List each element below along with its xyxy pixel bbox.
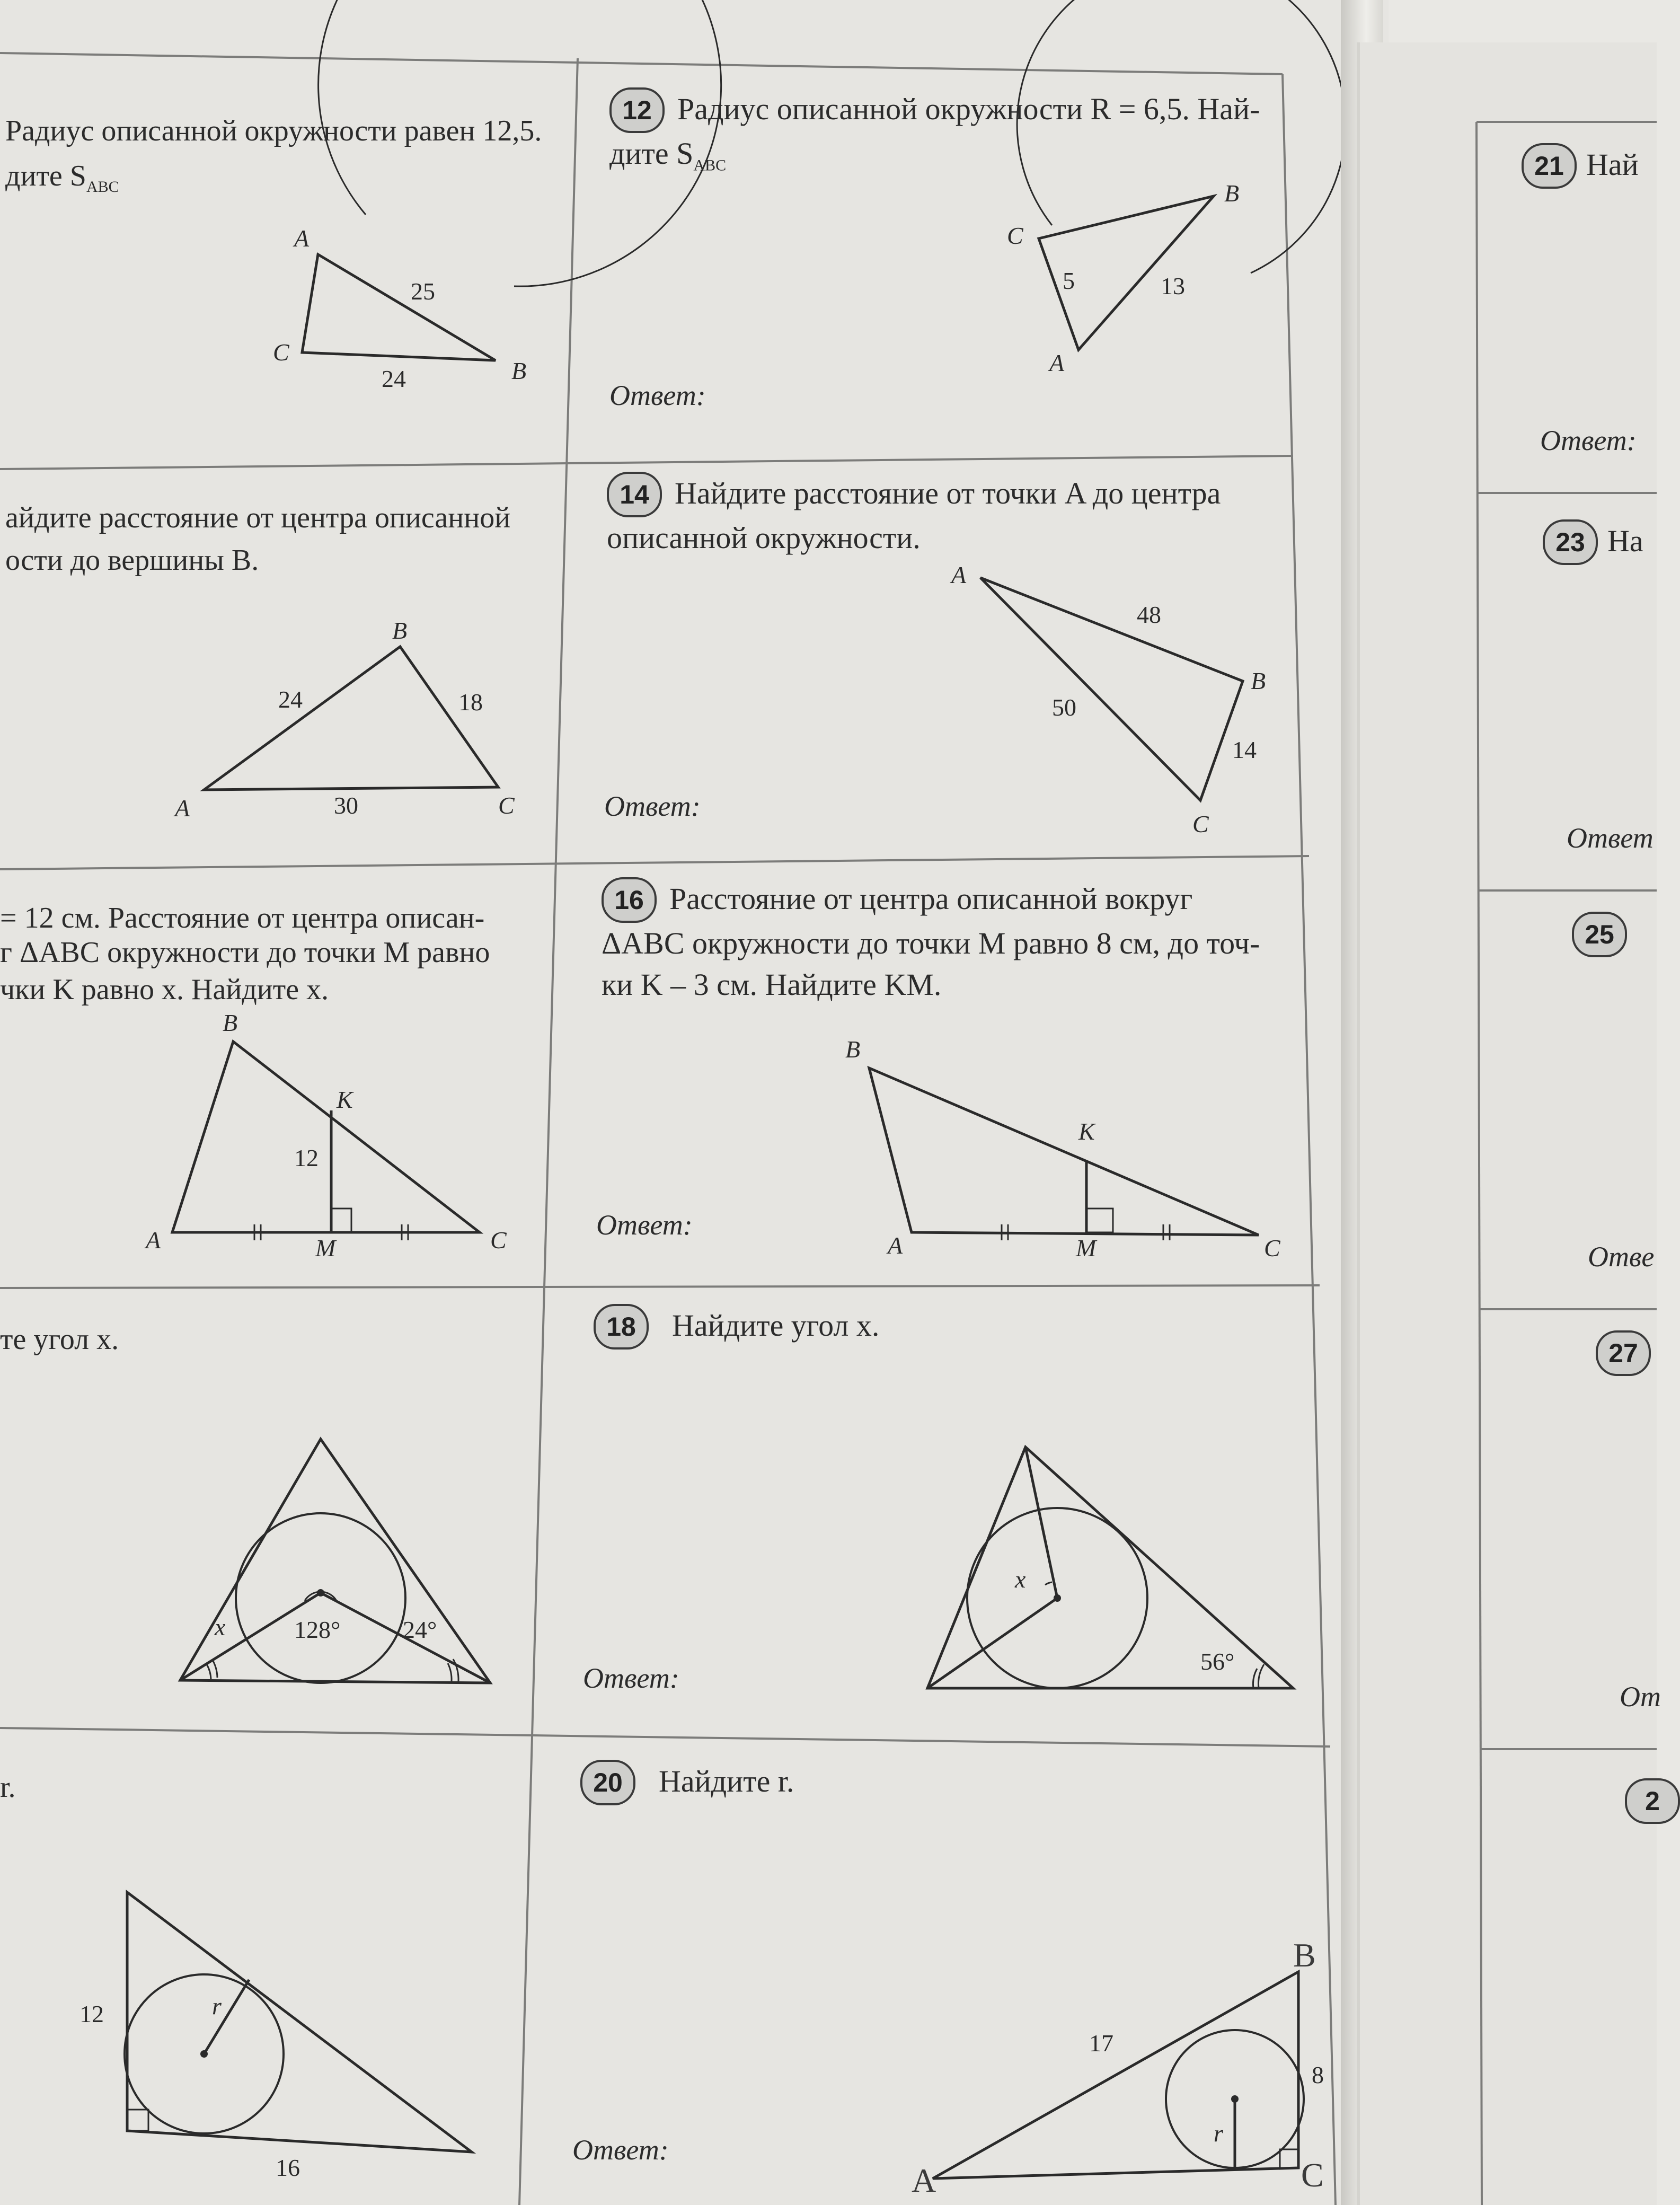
fig11-side-25: 25: [411, 278, 435, 305]
fig11-side-24: 24: [382, 365, 406, 392]
fig20-handwritten-C: C: [1301, 2156, 1324, 2194]
problem-20-number: 20: [580, 1760, 635, 1805]
problem-14-answer-label: Ответ:: [604, 790, 701, 822]
fig12-side-13: 13: [1161, 272, 1185, 299]
problem-18-text-line1: Найдите угол x.: [672, 1308, 880, 1343]
fig19-right-angle: [127, 2110, 148, 2131]
fig16-label-M: M: [1076, 1234, 1097, 1262]
problem-20-text-line1: Найдите r.: [659, 1764, 794, 1798]
fig16-triangle: [869, 1068, 1259, 1235]
fig14-side-14: 14: [1232, 736, 1257, 763]
fig14-side-48: 48: [1137, 601, 1161, 628]
p11-text-line2-main: дите S: [5, 160, 86, 192]
fig18-label-x: x: [1015, 1566, 1026, 1593]
right-problem-21-number: 21: [1522, 143, 1577, 189]
fig13-side-18: 18: [458, 689, 483, 716]
fig15-label-A: A: [146, 1227, 161, 1254]
problem-12-text-line2-main: дите S: [609, 136, 694, 171]
problem-16-text-line1: Расстояние от центра описанной вокруг: [669, 881, 1193, 916]
fig11-label-A: A: [294, 225, 310, 252]
fig11-label-B: B: [511, 357, 527, 384]
fig19-side-16: 16: [276, 2154, 300, 2181]
right-problem-21-answer: Ответ:: [1540, 425, 1637, 456]
right-problem-27-number: 27: [1596, 1330, 1651, 1376]
right-problem-21-text: Най: [1586, 147, 1639, 182]
problem-14-text-line2: описанной окружности.: [607, 521, 921, 555]
workbook-right-page: [1357, 42, 1661, 2205]
fig14-label-A: A: [951, 561, 967, 588]
right-page-grid: [1360, 42, 1657, 2205]
problem-16-answer-label: Ответ:: [596, 1209, 693, 1241]
problem-16-text-line2: ΔABC окружности до точки M равно 8 см, до точ-: [602, 926, 1260, 960]
fig17-angle-arc-x2: [207, 1664, 211, 1679]
fig12-label-B: B: [1224, 180, 1240, 207]
fig20-incenter-dot: [1231, 2095, 1239, 2103]
fig13-label-B: B: [392, 617, 408, 644]
p15-text-line2: г ΔABC окружности до точки M равно: [0, 936, 490, 969]
fig19-incenter-dot: [200, 2050, 208, 2058]
fig18-angle-arc-x: [1045, 1582, 1052, 1585]
p15-text-line1: = 12 см. Расстояние от центра описан-: [0, 902, 485, 934]
fig18-triangle: [927, 1447, 1293, 1688]
fig17-label-x: x: [215, 1613, 226, 1640]
fig19-triangle: [127, 1892, 472, 2152]
p15-text-line3: чки K равно x. Найдите x.: [0, 973, 329, 1006]
fig17-triangle: [180, 1439, 490, 1683]
fig16-label-C: C: [1264, 1234, 1280, 1262]
right-problem-23-answer: Ответ: [1567, 822, 1654, 854]
problem-18-answer-label: Ответ:: [583, 1662, 679, 1694]
problem-16-number: 16: [602, 877, 657, 923]
fig14-side-50: 50: [1052, 694, 1076, 721]
fig17-angle-24: 24°: [403, 1616, 437, 1643]
fig13-label-C: C: [498, 792, 515, 819]
fig16-label-B: B: [845, 1036, 861, 1063]
right-problem-21: [1522, 143, 1639, 189]
fig20-triangle: [933, 1972, 1298, 2178]
fig19-radius: [204, 1980, 249, 2054]
right-problem-27-answer: От: [1620, 1681, 1661, 1713]
fig15-height-12: 12: [294, 1144, 319, 1171]
fig11-label-C: C: [273, 339, 289, 366]
fig14-label-C: C: [1192, 810, 1209, 837]
p11-text-line1: Радиус описанной окружности равен 12,5.: [5, 114, 542, 147]
fig20-right-angle: [1280, 2149, 1298, 2168]
fig12-side-5: 5: [1063, 267, 1075, 294]
fig13-side-30: 30: [334, 792, 358, 819]
right-problem-25: [1572, 912, 1627, 957]
problem-16-text-line3: ки K – 3 см. Найдите KM.: [602, 967, 942, 1002]
problem-12-number: 12: [609, 87, 665, 133]
fig18-angle-56: 56°: [1200, 1648, 1235, 1675]
problem-14-number: 14: [607, 472, 662, 517]
fig13-label-A: A: [175, 795, 190, 822]
right-problem-23: [1543, 519, 1643, 565]
fig18-angle-arc-56b: [1253, 1669, 1257, 1688]
p13-text-line1: айдите расстояние от центра описанной: [5, 501, 511, 534]
fig14-label-B: B: [1251, 667, 1266, 694]
problem-12-sub: ABC: [693, 156, 727, 174]
fig19-side-12: 12: [79, 2000, 104, 2027]
problem-12-text-line1: Радиус описанной окружности R = 6,5. Най-: [677, 92, 1260, 126]
fig15-label-B: B: [223, 1009, 238, 1036]
problem-20-answer-label: Ответ:: [572, 2134, 669, 2166]
p13-text-line2: ости до вершины B.: [5, 544, 259, 577]
fig15-right-angle: [331, 1209, 351, 1232]
right-problem-27: [1596, 1330, 1651, 1376]
fig13-side-24: 24: [278, 686, 303, 713]
fig11-circle-arc: [319, 0, 721, 286]
fig18-angle-arc-56: [1259, 1664, 1264, 1688]
fig11-triangle: [302, 254, 496, 360]
right-problem-29-number: 2: [1625, 1778, 1680, 1824]
right-problem-23-number: 23: [1543, 519, 1598, 565]
right-problem-25-number: 25: [1572, 912, 1627, 957]
fig15-triangle: [172, 1042, 480, 1232]
fig15-label-C: C: [490, 1227, 507, 1254]
fig14-triangle: [980, 578, 1243, 800]
p17-text-line1: те угол x.: [0, 1323, 119, 1356]
fig20-side-8: 8: [1312, 2061, 1324, 2088]
fig16-right-angle: [1086, 1209, 1113, 1232]
fig15-label-M: M: [315, 1234, 336, 1262]
fig15-label-K: K: [337, 1086, 353, 1113]
fig16-label-K: K: [1078, 1118, 1095, 1145]
problem-14-text-line1: Найдите расстояние от точки A до центра: [675, 476, 1221, 510]
p19-text-line1: r.: [0, 1771, 16, 1804]
problem-12-answer-label: Ответ:: [609, 380, 706, 411]
right-problem-29: [1625, 1778, 1680, 1824]
fig17-angle-128: 128°: [294, 1616, 341, 1643]
fig12-label-C: C: [1007, 222, 1023, 249]
fig17-angle-arc-x: [212, 1659, 217, 1678]
p11-text-sub: ABC: [86, 178, 119, 196]
fig18-incenter-dot: [1054, 1594, 1061, 1602]
fig12-label-A: A: [1049, 349, 1065, 376]
fig17-incenter-dot: [317, 1589, 324, 1597]
fig20-handwritten-B: B: [1293, 1936, 1316, 1974]
right-problem-23-text: На: [1607, 524, 1643, 558]
fig17-incircle: [236, 1513, 405, 1683]
right-problem-25-answer: Отве: [1588, 1241, 1655, 1273]
fig19-label-r: r: [212, 1992, 222, 2019]
fig13-triangle: [204, 647, 498, 790]
fig20-side-17: 17: [1089, 2030, 1113, 2057]
problem-18-number: 18: [594, 1304, 649, 1350]
fig20-label-r: r: [1214, 2120, 1223, 2147]
fig20-handwritten-A: A: [912, 2162, 936, 2199]
fig16-label-A: A: [888, 1232, 903, 1259]
fig17-angle-arc-24b: [448, 1663, 452, 1681]
